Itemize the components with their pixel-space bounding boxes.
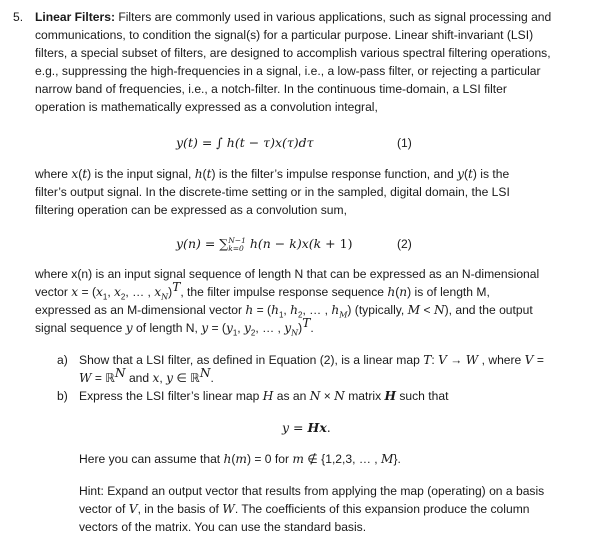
after-eq2-line-4: signal sequence y of length N, $y = (y_1$, $y_2$, … , $y_N)^T$. (35, 315, 314, 338)
hint-line-1: Hint: Expand an output vector that results from applying the map (operating) on a basis (79, 484, 545, 498)
intro-line-2: communications, to condition the signal(s) for a particular purpose. Linear shift-invariant (LSI) (35, 28, 534, 42)
previous-text-cutoff (0, 0, 600, 2)
after-eq2-line-3: expressed as an M-dimensional vector $h = (h_1$, $h_2$, … , $h_M$) (typically, M < N), and the output (35, 303, 533, 320)
part-b-assumption: Here you can assume that h(m) = 0 for m ∉ {1,2,3, … , M}. (79, 452, 401, 466)
question-number: 5. (13, 10, 24, 24)
matrix-equation: y = Hx. (282, 420, 331, 435)
hint-line-3: vectors of the matrix. You can use the standard basis. (79, 520, 367, 534)
intro-line-6: operation is mathematically expressed as a convolution integral, (35, 100, 378, 114)
after-eq2-line-1: where x(n) is an input signal sequence of length N that can be expressed as an N-dimensional (35, 267, 540, 281)
part-a-line-1: Show that a LSI filter, as defined in Equation (2), is a linear map T: V → W , where V = (79, 353, 544, 367)
hint-line-2: vector of V, in the basis of W. The coefficients of this expansion produce the column (79, 502, 530, 516)
part-b-line-1: Express the LSI filter’s linear map H as an N × N matrix H such that (79, 389, 449, 403)
equation-2: y(n) = ∑ N−1 k=0 h(n − k)x(k + 1) (176, 235, 353, 253)
part-b-label: b) (57, 389, 68, 403)
after-eq1-line-2: filter’s output signal. In the discrete-time setting or in the sampled, digital domain, the LSI (35, 185, 510, 199)
intro-line-5: narrow band of frequencies, i.e., a notch-filter. In the continuous time-domain, a LSI filter (35, 82, 507, 96)
after-eq1-line-1: where x(t) is the input signal, h(t) is the filter’s impulse response function, and y(t) is the (35, 167, 510, 181)
intro-line-3: filters, a special subset of filters, are designed to accomplish various spectral filtering operations, (35, 46, 551, 60)
equation-1: y(t) = ∫ h(t − τ)x(τ)dτ (176, 135, 314, 150)
intro-line-4: e.g., suppressing the high-frequencies in a signal, i.e., a low-pass filter, or rejecting a particular (35, 64, 541, 78)
question-title: Linear Filters: (35, 10, 115, 24)
part-a-label: a) (57, 353, 68, 367)
equation-1-label: (1) (397, 136, 412, 150)
equation-2-label: (2) (397, 237, 412, 251)
intro-line-1: Linear Filters: Filters are commonly used in various applications, such as signal processing and (35, 10, 552, 24)
after-eq2-line-2: vector $x = (x_1$, $x_2$, … , $x_N)^T$, the filter impulse response sequence h(n) is of length M, (35, 279, 490, 302)
after-eq1-line-3: filtering operation can be expressed as a convolution sum, (35, 203, 347, 217)
part-a-line-2: W = ℝ$^N$ and x, y ∈ ℝ$^N$. (79, 365, 214, 385)
